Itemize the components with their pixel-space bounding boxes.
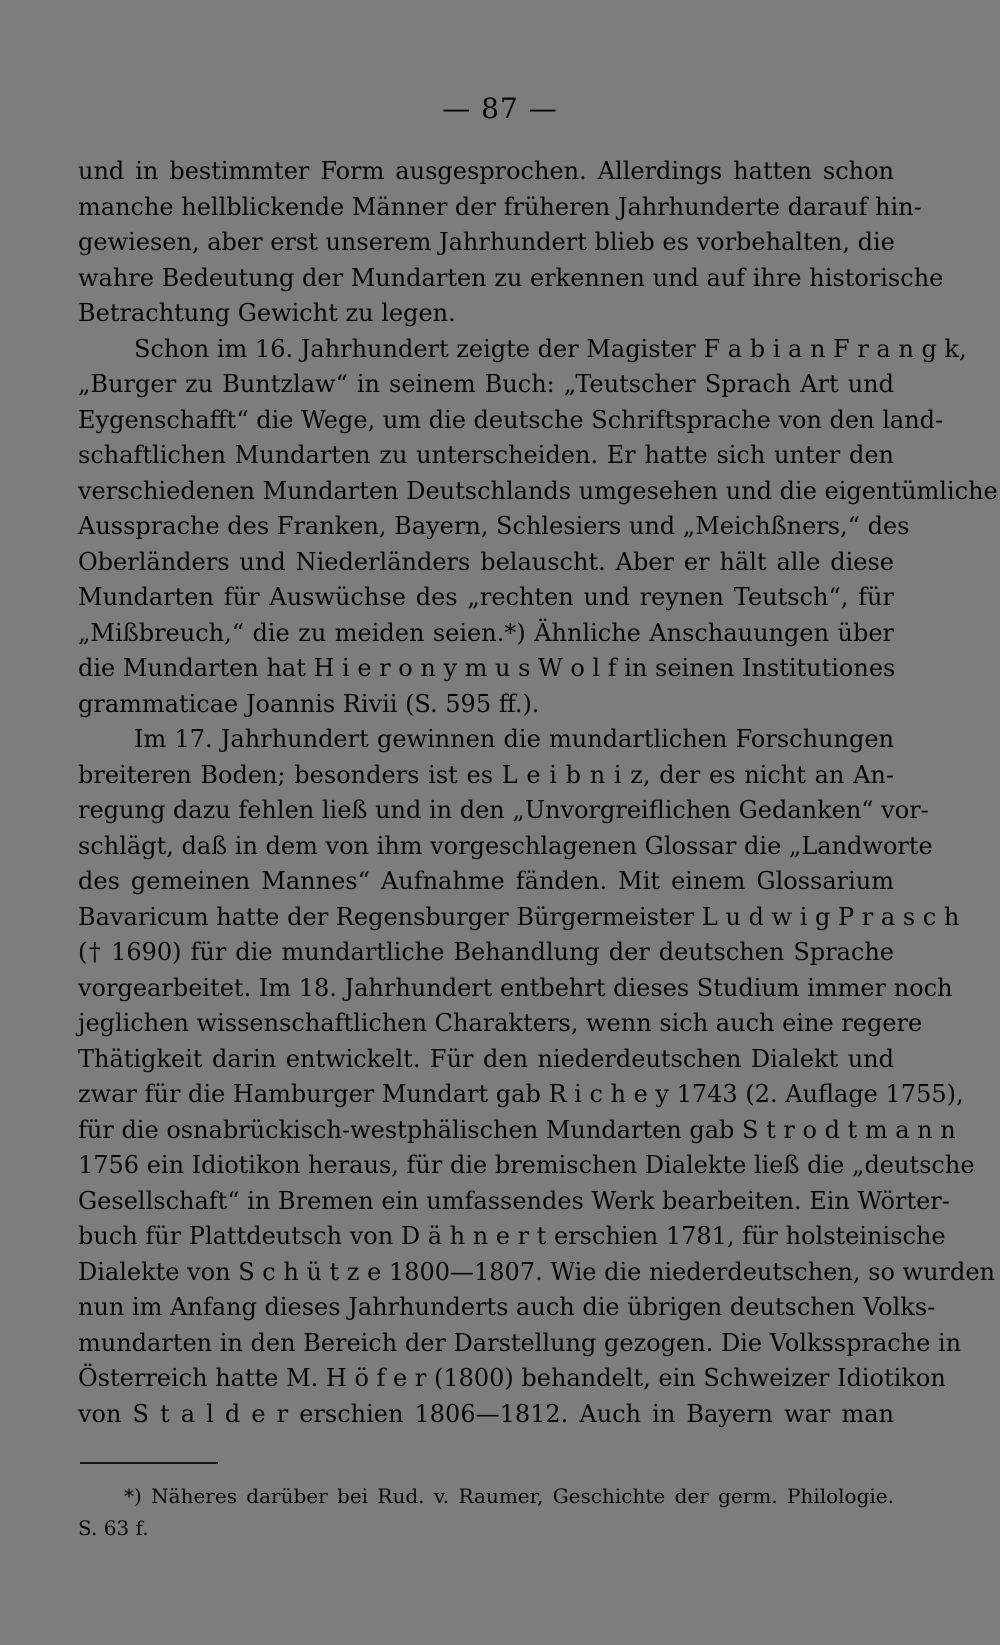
text-line: Thätigkeit darin entwickelt. Für den niederdeutschen Dialekt und — [78, 1044, 894, 1073]
text-line: die Mundarten hat H i e r o n y m u s W o l f in seinen Institutiones — [78, 654, 896, 682]
text-line: Oberländers und Niederländers belauscht. Aber er hält alle diese — [78, 547, 894, 576]
text-line: vorgearbeitet. Im 18. Jahrhundert entbehrt dieses Studium immer noch — [78, 973, 953, 1002]
text-line: Im 17. Jahrhundert gewinnen die mundartlichen Forschungen — [134, 725, 894, 753]
footnote-line: S. 63 f. — [78, 1516, 149, 1540]
footnotes — [78, 1480, 894, 1544]
text-line: von S t a l d e r erschien 1806—1812. Auch in Bayern war man — [78, 1399, 894, 1428]
text-line: Eygenschafft“ die Wege, um die deutsche Schriftsprache von den land- — [78, 405, 944, 434]
text-line: „Mißbreuch,“ die zu meiden seien.*) Ähnliche Anschauungen über — [78, 618, 894, 647]
footnote-divider — [80, 1462, 218, 1464]
text-line: mundarten in den Bereich der Darstellung gezogen. Die Volkssprache in — [78, 1328, 962, 1357]
text-line: regung dazu fehlen ließ und in den „Unvorgreiflichen Gedanken“ vor- — [78, 796, 929, 824]
text-line: jeglichen wissenschaftlichen Charakters, wenn sich auch eine regere — [78, 1009, 923, 1037]
text-line: nun im Anfang dieses Jahrhunderts auch die übrigen deutschen Volks- — [78, 1293, 936, 1321]
text-line: gewiesen, aber erst unserem Jahrhundert blieb es vorbehalten, die — [78, 228, 895, 256]
text-line: grammaticae Joannis Rivii (S. 595 ff.). — [78, 689, 540, 718]
text-line: Mundarten für Auswüchse des „rechten und reynen Teutsch“, für — [78, 583, 894, 611]
text-line: wahre Bedeutung der Mundarten zu erkennen und auf ihre historische — [78, 263, 944, 292]
text-line: zwar für die Hamburger Mundart gab R i c h e y 1743 (2. Auflage 1755), — [78, 1080, 964, 1108]
text-line: und in bestimmter Form ausgesprochen. Allerdings hatten schon — [78, 157, 894, 185]
text-line: schaftlichen Mundarten zu unterscheiden. Er hatte sich unter den — [78, 441, 894, 469]
text-line: Österreich hatte M. H ö f e r (1800) behandelt, ein Schweizer Idiotikon — [78, 1364, 946, 1392]
text-line: des gemeinen Mannes“ Aufnahme fänden. Mit einem Glossarium — [78, 867, 894, 895]
text-line: „Burger zu Buntzlaw“ in seinem Buch: „Teutscher Sprach Art und — [78, 370, 894, 398]
text-line: 1756 ein Idiotikon heraus, für die bremischen Dialekte ließ die „deutsche — [78, 1151, 975, 1179]
page-number: — 87 — — [442, 92, 558, 125]
text-line: Betrachtung Gewicht zu legen. — [78, 299, 456, 327]
text-line: manche hellblickende Männer der früheren Jahrhunderte darauf hin- — [78, 192, 922, 221]
text-line: für die osnabrückisch-westphälischen Mundarten gab S t r o d t m a n n — [78, 1115, 956, 1144]
text-line: Schon im 16. Jahrhundert zeigte der Magister F a b i a n F r a n g k, — [134, 334, 967, 363]
text-line: Gesellschaft“ in Bremen ein umfassendes Werk bearbeiten. Ein Wörter- — [78, 1186, 950, 1215]
text-line: Bavaricum hatte der Regensburger Bürgermeister L u d w i g P r a s c h — [78, 902, 960, 931]
body-text — [78, 154, 998, 1432]
text-line: buch für Plattdeutsch von D ä h n e r t erschien 1781, für holsteinische — [78, 1222, 946, 1250]
text-line: Dialekte von S c h ü t z e 1800—1807. Wie die niederdeutschen, so wurden — [78, 1257, 996, 1286]
text-line: schlägt, daß in dem von ihm vorgeschlagenen Glossar die „Landworte — [78, 831, 933, 860]
text-line: († 1690) für die mundartliche Behandlung der deutschen Sprache — [78, 938, 894, 966]
text-line: verschiedenen Mundarten Deutschlands umgesehen und die eigentümliche — [78, 476, 998, 505]
text-line: breiteren Boden; besonders ist es L e i b n i z, der es nicht an An- — [78, 760, 894, 789]
text-line: Aussprache des Franken, Bayern, Schlesiers und „Meichßners,“ des — [78, 512, 910, 540]
footnote-line: *) Näheres darüber bei Rud. v. Raumer, Geschichte der germ. Philologie. — [124, 1484, 894, 1508]
